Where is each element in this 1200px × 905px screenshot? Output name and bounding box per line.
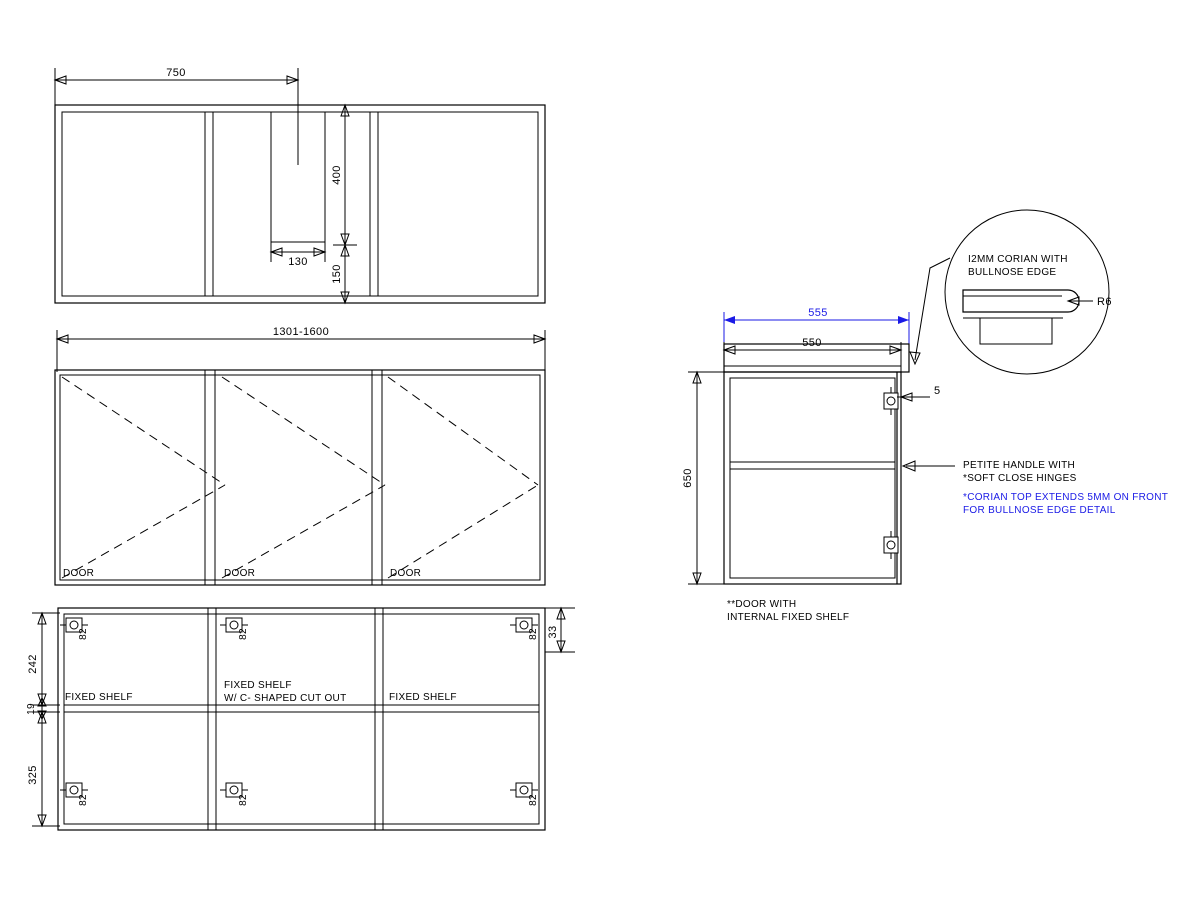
dim-front-width-label: 1301-1600 — [272, 326, 330, 338]
front-door-swing-lines — [62, 377, 538, 578]
dim-internal-82-f: 82 — [528, 794, 539, 806]
front-cabinet-outline — [55, 370, 545, 585]
dim-internal-242 — [27, 613, 60, 705]
note-corian-line1: *CORIAN TOP EXTENDS 5MM ON FRONT — [963, 492, 1169, 503]
front-door-label-3: DOOR — [390, 568, 422, 579]
dim-side-550 — [724, 337, 901, 372]
top-cabinet-inner — [62, 112, 538, 296]
dim-side-550-label: 550 — [802, 337, 822, 349]
note-corian-line2: FOR BULLNOSE EDGE DETAIL — [963, 505, 1116, 516]
note-handle-line2: *SOFT CLOSE HINGES — [963, 473, 1077, 484]
front-cabinet-inner — [60, 375, 540, 580]
dim-side-5-label: 5 — [934, 385, 941, 397]
dim-internal-82-d: 82 — [78, 794, 89, 806]
detail-note-line1: I2MM CORIAN WITH — [968, 254, 1068, 265]
dim-top-400-label: 400 — [331, 165, 343, 185]
note-handle-line1: PETITE HANDLE WITH — [963, 460, 1076, 471]
dim-side-650-label: 650 — [682, 468, 694, 488]
view-internal-shelves — [26, 608, 575, 830]
internal-shelf-label-right: FIXED SHELF — [389, 692, 457, 703]
internal-shelf-label-mid-2: W/ C- SHAPED CUT OUT — [224, 693, 347, 704]
side-hinge-top — [884, 387, 898, 415]
dim-top-750-label: 750 — [166, 67, 186, 79]
detail-circle — [945, 210, 1109, 374]
internal-cabinet-outline — [58, 608, 545, 830]
dim-front-width — [57, 326, 545, 372]
view-front-elevation — [55, 326, 545, 585]
dim-internal-19-label: 19 — [26, 703, 37, 715]
dim-side-555-label: 555 — [808, 307, 828, 319]
detail-leader — [915, 258, 950, 360]
side-carcass-inner — [730, 378, 895, 578]
dim-internal-82-e: 82 — [238, 794, 249, 806]
internal-cabinet-inner — [64, 614, 539, 824]
front-door-label-2: DOOR — [224, 568, 256, 579]
dim-internal-33-label: 33 — [547, 625, 559, 639]
internal-shelf-label-left: FIXED SHELF — [65, 692, 133, 703]
dim-top-150 — [331, 245, 357, 303]
dim-top-150-label: 150 — [331, 264, 343, 284]
note-door-line2: INTERNAL FIXED SHELF — [727, 612, 850, 623]
dim-top-400 — [331, 105, 357, 245]
dim-side-5 — [897, 385, 941, 401]
dim-top-130-label: 130 — [288, 256, 308, 268]
view-top-plan — [55, 67, 545, 303]
detail-note-line2: BULLNOSE EDGE — [968, 267, 1057, 278]
side-carcass — [724, 372, 901, 584]
dim-internal-325-label: 325 — [27, 765, 39, 785]
note-door-line1: **DOOR WITH — [727, 599, 797, 610]
dim-internal-33 — [545, 608, 575, 652]
top-cabinet-outline — [55, 105, 545, 303]
detail-r6-label: R6 — [1097, 296, 1112, 308]
front-door-label-1: DOOR — [63, 568, 95, 579]
dim-internal-325 — [27, 712, 60, 826]
dim-internal-82-b: 82 — [238, 628, 249, 640]
dim-internal-82-c: 82 — [528, 628, 539, 640]
hinge-symbols — [60, 618, 538, 797]
dim-internal-242-label: 242 — [27, 654, 39, 674]
internal-shelf-label-mid-1: FIXED SHELF — [224, 680, 292, 691]
side-hinge-bottom — [884, 531, 898, 559]
detail-bubble-bullnose — [910, 210, 1112, 374]
view-side-section — [682, 307, 1168, 623]
dim-internal-82-a: 82 — [78, 628, 89, 640]
dim-top-130 — [271, 242, 325, 268]
dim-top-750 — [55, 67, 298, 110]
dim-side-650 — [682, 372, 726, 584]
handle-leader — [903, 461, 955, 471]
